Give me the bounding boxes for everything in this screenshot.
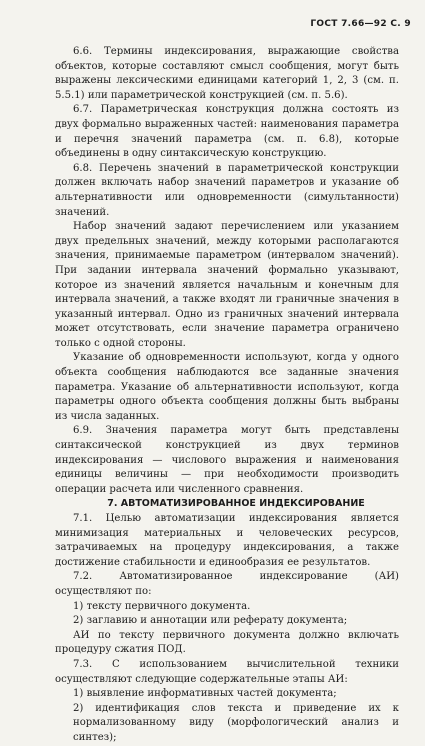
paragraph-7-1: 7.1. Целью автоматизации индексирования является минимизация материальных и человеческих ресурсов, затрачиваемых на процедуру индексирования, а также достижение стабильности и единообразия ее результатов. bbox=[55, 513, 399, 568]
paragraph-ai-compression: АИ по тексту первичного документа должно включать процедуру сжатия ПОД. bbox=[55, 629, 399, 656]
paragraph-7-3: 7.3. С использованием вычислительной техники осуществляют следующие содержательные этапы АИ: bbox=[55, 658, 399, 685]
paragraph-simultaneity: Указание об одновременности используют, когда у одного объекта сообщения наблюдаются все заданные значения параметра. Указание об альтернативности используют, когда параметры одного объекта сообщения должны быть выбраны из числа заданных. bbox=[55, 352, 399, 422]
paragraph-6-7: 6.7. Параметрическая конструкция должна состоять из двух формально выраженных частей: наименования параметра и перечня значений параметра (см. п. 6.8), которые объединены в одну синтаксическую конструкцию. bbox=[55, 104, 399, 160]
list-item-1: 1) тексту первичного документа. bbox=[73, 600, 251, 612]
list-item-3: 1) выявление информативных частей документа; bbox=[73, 688, 337, 700]
paragraph-6-9: 6.9. Значения параметра могут быть представлены синтаксической конструкцией из двух терминов индексирования — числового выражения и наименования единицы величины — при необходимости производить операции расчета или численного сравнения. bbox=[55, 425, 399, 495]
list-item-4: 2) идентификация слов текста и приведение их к нормализованному виду (морфологический анализ и синтез); bbox=[73, 702, 399, 743]
paragraph-7-2: 7.2. Автоматизированное индексирование (АИ) осуществляют по: bbox=[55, 571, 399, 597]
paragraph-value-set: Набор значений задают перечислением или указанием двух предельных значений, между которыми располагаются значения, принимаемые параметром (интервалом значений). При задании интервала значений формально указывают, которое из значений является начальным и конечным для интервала значений, а также входят ли граничные значения в указанный интервал. Одно из граничных значений интервала может отсутствовать, если значение параметра ограничено только с одной стороны. bbox=[55, 221, 399, 349]
body-text bbox=[55, 45, 399, 746]
section-title: 7. АВТОМАТИЗИРОВАННОЕ ИНДЕКСИРОВАНИЕ bbox=[107, 498, 365, 510]
running-head: ГОСТ 7.66—92 С. 9 bbox=[310, 19, 411, 29]
paragraph-6-8: 6.8. Перечень значений в параметрической конструкции должен включать набор значений параметров и указание об альтернативности или одновременности (симультанности) значений. bbox=[55, 162, 399, 218]
list-item-2: 2) заглавию и аннотации или реферату документа; bbox=[73, 615, 348, 627]
paragraph-6-6: 6.6. Термины индексирования, выражающие свойства объектов, которые составляют смысл сообщения, могут быть выражены лексическими единицами категорий 1, 2, 3 (см. п. 5.5.1) или параметрической конструкцией (см. п. 5.6). bbox=[55, 46, 399, 101]
